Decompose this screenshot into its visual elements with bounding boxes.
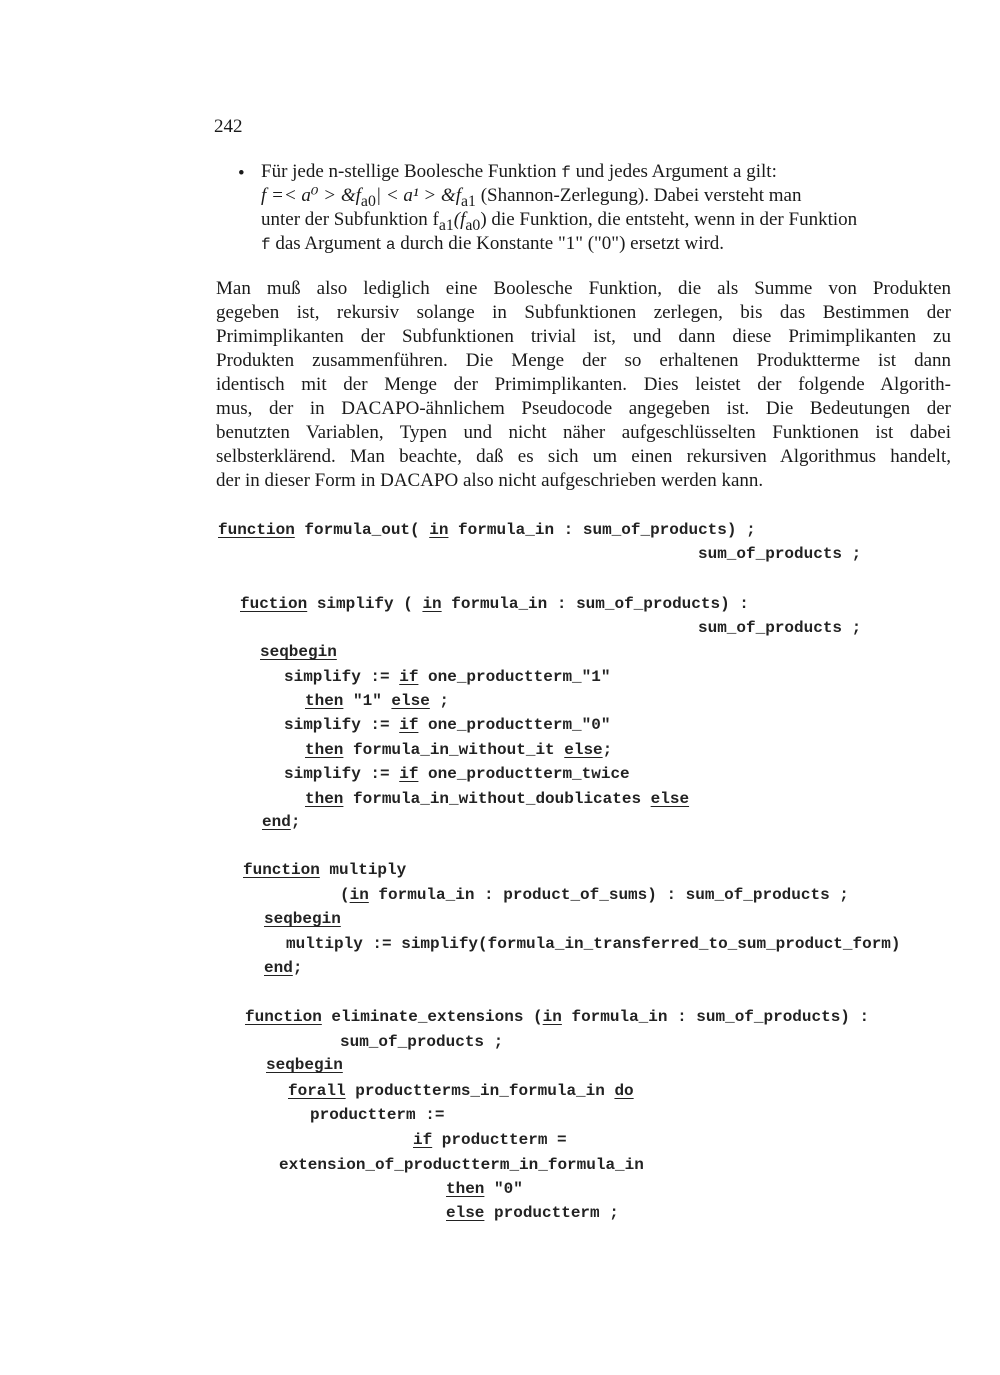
code-line: extension_of_productterm_in_formula_in <box>279 1156 644 1174</box>
paragraph-line: Produkten zusammenführen. Die Menge der so erhaltenen Produktterme ist dann <box>216 350 951 371</box>
code-line <box>243 860 406 880</box>
code-text: formula_in : sum_of_products) : <box>561 1008 870 1026</box>
code-text: simplify := <box>284 668 400 686</box>
page-number: 242 <box>214 116 243 137</box>
code-text: formula_in_without_doublicates <box>343 790 651 808</box>
code-text: formula_in_without_it <box>343 741 565 759</box>
keyword: function <box>243 861 320 879</box>
keyword: if <box>399 668 419 686</box>
code-line <box>245 1007 869 1027</box>
keyword: else <box>446 1204 485 1222</box>
code-line <box>218 520 756 540</box>
code-line <box>340 885 849 905</box>
code-text: formula_in : sum_of_products) ; <box>448 521 756 539</box>
code-symbol: f <box>261 236 271 254</box>
code-text: productterms_in_formula_in <box>345 1082 615 1100</box>
paragraph-line: selbsterklärend. Man beachte, daß es sich um einen rekursiven Algorithmus handelt, <box>216 446 951 467</box>
keyword: end <box>262 813 291 831</box>
code-text: ; <box>429 692 450 710</box>
keyword: fuction <box>240 595 308 613</box>
subscript: a1 <box>438 216 454 234</box>
bullet-line <box>261 232 951 256</box>
text-run: unter der Subfunktion f <box>261 209 439 230</box>
code-line <box>446 1179 523 1199</box>
code-line <box>264 958 302 978</box>
code-text: one_productterm_"1" <box>418 668 611 686</box>
keyword: else <box>391 692 430 710</box>
keyword: in <box>429 521 449 539</box>
paragraph-line: benutzten Variablen, Typen und nicht näher aufgeschlüsselten Funktionen ist dabei <box>216 422 951 443</box>
keyword: seqbegin <box>266 1056 343 1074</box>
code-line <box>284 715 610 735</box>
paragraph-line: Man muß also lediglich eine Boolesche Funktion, die als Summe von Produkten <box>216 278 951 299</box>
keyword: function <box>245 1008 322 1026</box>
code-line <box>284 764 630 784</box>
code-text: formula_in : sum_of_products) : <box>441 595 749 613</box>
keyword: forall <box>288 1082 346 1100</box>
paragraph-line: identisch mit der Menge der Primimplikanten. Dies leistet der folgende Algorith- <box>216 374 951 395</box>
text-run: (Shannon-Zerlegung). Dabei versteht man <box>475 185 802 206</box>
formula-run: (f <box>453 209 466 230</box>
code-text: "0" <box>484 1180 523 1198</box>
code-symbol: f <box>561 164 571 182</box>
code-text: productterm ; <box>484 1204 619 1222</box>
text-run: ) die Funktion, die entsteht, wenn in der Funktion <box>480 209 858 230</box>
code-text: simplify := <box>284 765 400 783</box>
code-line <box>284 667 610 687</box>
code-text: multiply <box>319 861 407 879</box>
code-line: multiply := simplify(formula_in_transferred_to_sum_product_form) <box>286 935 901 953</box>
subscript: a0 <box>360 192 376 210</box>
keyword: in <box>542 1008 562 1026</box>
keyword: seqbegin <box>264 910 341 928</box>
bullet-item <box>261 160 951 256</box>
text-run: Für jede n-stellige Boolesche Funktion <box>261 161 562 182</box>
code-text: ; <box>290 813 301 831</box>
code-text: "1" <box>343 692 392 710</box>
body-paragraph <box>216 277 951 493</box>
keyword: then <box>305 692 344 710</box>
code-text: ; <box>292 959 303 977</box>
code-text: simplify := <box>284 716 400 734</box>
keyword: if <box>399 716 419 734</box>
code-text: one_productterm_twice <box>418 765 630 783</box>
code-line <box>446 1203 619 1223</box>
code-line <box>262 812 300 832</box>
code-text: formula_in : product_of_sums) : sum_of_products ; <box>368 886 849 904</box>
paragraph-line: Primimplikanten der Subfunktionen trivial ist, und dann diese Primimplikanten zu <box>216 326 951 347</box>
code-text: ( <box>340 886 350 904</box>
code-line <box>305 789 689 809</box>
keyword: end <box>264 959 293 977</box>
code-line <box>305 740 612 760</box>
text-run: durch die Konstante "1" ("0") ersetzt wird. <box>395 233 725 254</box>
bullet-line <box>261 160 951 184</box>
keyword: function <box>218 521 295 539</box>
keyword: then <box>446 1180 485 1198</box>
keyword: then <box>305 741 344 759</box>
code-text: eliminate_extensions ( <box>321 1008 543 1026</box>
bullet-line <box>261 208 951 232</box>
subscript: a0 <box>465 216 481 234</box>
formula-run: f =< a⁰ > &f <box>261 185 361 206</box>
code-text: formula_out( <box>294 521 430 539</box>
code-line <box>288 1081 634 1101</box>
paragraph-line: mus, der in DACAPO-ähnlichem Pseudocode angegeben ist. Die Bedeutungen der <box>216 398 951 419</box>
code-line: sum_of_products ; <box>340 1033 504 1051</box>
code-line <box>413 1130 567 1150</box>
bullet-line <box>261 184 951 208</box>
paragraph-line: der in dieser Form in DACAPO also nicht aufgeschrieben werden kann. <box>216 470 764 491</box>
keyword: if <box>399 765 419 783</box>
keyword: if <box>413 1131 433 1149</box>
keyword: seqbegin <box>260 643 337 661</box>
keyword: do <box>614 1082 634 1100</box>
keyword: then <box>305 790 344 808</box>
keyword: else <box>650 790 690 808</box>
bullet-symbol: • <box>238 163 245 184</box>
subscript: a1 <box>461 192 476 210</box>
text-run: das Argument <box>270 233 386 254</box>
keyword: in <box>422 595 442 613</box>
code-symbol: a <box>385 236 396 254</box>
code-line <box>305 691 449 711</box>
keyword: else <box>564 741 603 759</box>
code-line: productterm := <box>310 1106 445 1124</box>
code-line: sum_of_products ; <box>698 619 862 637</box>
paragraph-line: gegeben ist, rekursiv solange in Subfunktionen zerlegen, bis das Bestimmen der <box>216 302 951 323</box>
formula-run: | < a¹ > &f <box>375 185 461 206</box>
code-text: productterm = <box>432 1131 567 1149</box>
text-run: und jedes Argument a gilt: <box>570 161 777 182</box>
keyword: in <box>349 886 369 904</box>
code-line: sum_of_products ; <box>698 545 862 563</box>
code-text: ; <box>602 741 613 759</box>
code-line <box>240 594 749 614</box>
code-text: one_productterm_"0" <box>418 716 611 734</box>
code-text: simplify ( <box>307 595 423 613</box>
